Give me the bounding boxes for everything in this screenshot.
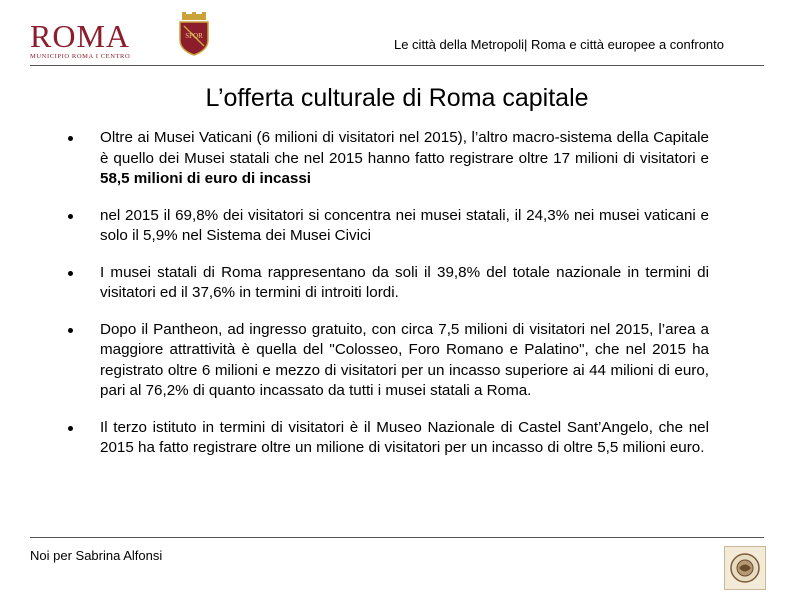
bullet-text: Oltre ai Musei Vaticani (6 milioni di visitatori nel 2015), l’altro macro-sistema della Capitale è quello dei Musei statali che nel 2015 hanno fatto registrare oltre 17 milioni di visitatori e bbox=[100, 129, 709, 167]
slide-title bbox=[0, 84, 794, 113]
slide-title-text: L’offerta culturale di Roma capitale bbox=[205, 84, 589, 112]
footer-author: Noi per Sabrina Alfonsi bbox=[30, 548, 163, 563]
footer-divider bbox=[30, 537, 764, 538]
seal-icon bbox=[724, 546, 766, 590]
bullet-item bbox=[68, 418, 709, 459]
bullet-item bbox=[68, 206, 709, 247]
header-title-rest: Roma e città europee a confronto bbox=[527, 37, 724, 52]
bullet-dot-icon bbox=[68, 271, 73, 276]
logo-subtitle: MUNICIPIO ROMA I CENTRO bbox=[30, 53, 131, 60]
bullet-dot-icon bbox=[68, 426, 73, 431]
bullet-list bbox=[68, 128, 709, 475]
bullet-text: nel 2015 il 69,8% dei visitatori si concentra nei musei statali, il 24,3% nei musei vaticani e solo il 5,9% nel Sistema dei Musei Civici bbox=[100, 206, 709, 244]
bullet-text: Il terzo istituto in termini di visitatori è il Museo Nazionale di Castel Sant’Angelo, che nel 2015 ha fatto registrare oltre un milione di visitatori per un incasso di oltre 5,5 milioni euro. bbox=[100, 418, 709, 456]
header-title-bold: Le città della Metropoli| bbox=[393, 37, 528, 52]
roma-logo bbox=[30, 20, 142, 62]
header-title bbox=[394, 37, 724, 52]
bullet-text: I musei statali di Roma rappresentano da soli il 39,8% del totale nazionale in termini di visitatori ed il 37,6% in termini di introiti lordi. bbox=[100, 263, 709, 301]
bullet-dot-icon bbox=[68, 214, 73, 219]
crest-text: SPQR bbox=[185, 32, 203, 40]
bullet-item bbox=[68, 320, 709, 402]
bullet-dot-icon bbox=[68, 328, 73, 333]
bullet-dot-icon bbox=[68, 136, 73, 141]
bullet-bold-text: 58,5 milioni di euro di incassi bbox=[100, 170, 312, 187]
roma-crest-icon bbox=[176, 12, 212, 56]
logo-text: ROMA bbox=[30, 18, 131, 54]
bullet-item bbox=[68, 128, 709, 190]
bullet-text: Dopo il Pantheon, ad ingresso gratuito, con circa 7,5 milioni di visitatori nel 2015, l’area a maggiore attrattività è quella del "Colosseo, Foro Romano e Palatino", che nel 2015 ha registrato oltre 6 milioni e mezzo di visitatori per un incasso superiore ai 44 milioni di euro, pari al 76,2% di quanto incassato da tutti i musei statali a Roma. bbox=[100, 320, 709, 399]
bullet-item bbox=[68, 263, 709, 304]
header-divider bbox=[30, 65, 764, 66]
